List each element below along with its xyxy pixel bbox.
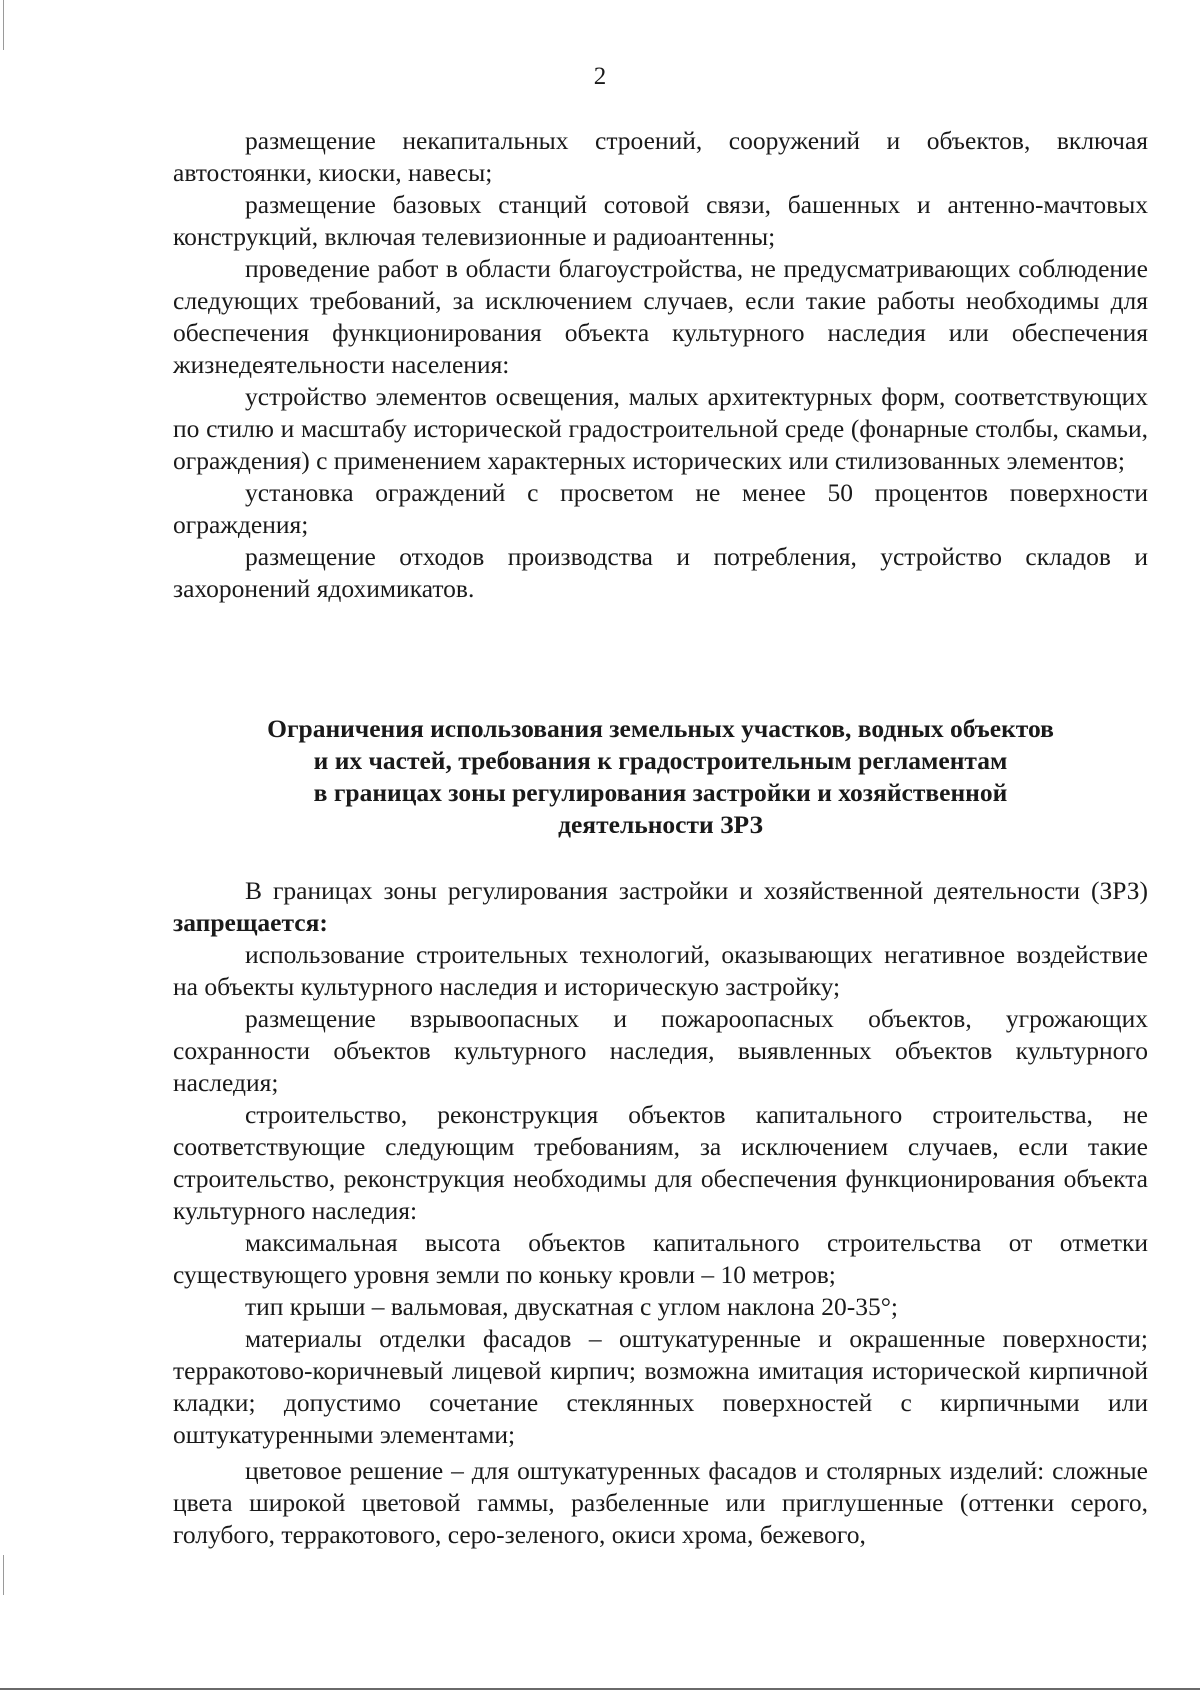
paragraph: использование строительных технологий, оказывающих негативное воздействие на объекты культурного наследия и историческую застройку;	[173, 940, 1148, 1001]
section-heading	[173, 713, 1148, 841]
section-heading-line: Ограничения использования земельных участков, водных объектов	[267, 714, 1054, 743]
top-text-block	[173, 125, 1148, 605]
bottom-rule	[0, 1688, 1200, 1690]
intro-paragraph	[173, 875, 1148, 939]
intro-text: В границах зоны регулирования застройки и хозяйственной деятельности (ЗРЗ)	[245, 876, 1148, 905]
section-heading-line: деятельности ЗРЗ	[558, 810, 763, 839]
paragraph: размещение некапитальных строений, сооружений и объектов, включая автостоянки, киоски, навесы;	[173, 126, 1148, 187]
section-heading-line: в границах зоны регулирования застройки и хозяйственной	[313, 778, 1008, 807]
scan-edge-mark-top	[3, 0, 4, 50]
paragraph: цветовое решение – для оштукатуренных фасадов и столярных изделий: сложные цвета широкой цветовой гаммы, разбеленные или приглушенные (оттенки серого, голубого, терракотового, серо-зеленого, окиси хрома, бежевого,	[173, 1456, 1148, 1549]
paragraph: максимальная высота объектов капитального строительства от отметки существующего уровня земли по коньку кровли – 10 метров;	[173, 1228, 1148, 1289]
paragraph: установка ограждений с просветом не менее 50 процентов поверхности ограждения;	[173, 478, 1148, 539]
paragraph: тип крыши – вальмовая, двускатная с углом наклона 20-35°;	[245, 1292, 898, 1321]
paragraph: размещение взрывоопасных и пожароопасных объектов, угрожающих сохранности объектов культурного наследия, выявленных объектов культурного наследия;	[173, 1004, 1148, 1097]
paragraph: размещение отходов производства и потребления, устройство складов и захоронений ядохимикатов.	[173, 542, 1148, 603]
paragraph: строительство, реконструкция объектов капитального строительства, не соответствующие следующим требованиям, за исключением случаев, если такие строительство, реконструкция необходимы для обеспечения функционирования объекта культурного наследия:	[173, 1100, 1148, 1225]
bottom-text-block	[173, 875, 1148, 1551]
paragraph: устройство элементов освещения, малых архитектурных форм, соответствующих по стилю и масштабу исторической градостроительной среде (фонарные столбы, скамьи, ограждения) с применением характерных исторических или стилизованных элементов;	[173, 382, 1148, 475]
section-heading-line: и их частей, требования к градостроительным регламентам	[313, 746, 1008, 775]
paragraph: размещение базовых станций сотовой связи, башенных и антенно-мачтовых конструкций, включая телевизионные и радиоантенны;	[173, 190, 1148, 251]
paragraph: проведение работ в области благоустройства, не предусматривающих соблюдение следующих требований, за исключением случаев, если такие работы необходимы для обеспечения функционирования объекта культурного наследия или обеспечения жизнедеятельности населения:	[173, 254, 1148, 379]
intro-emphasis: запрещается:	[173, 908, 328, 937]
scan-edge-mark-bottom	[3, 1555, 4, 1595]
page-number: 2	[593, 63, 607, 90]
paragraph: материалы отделки фасадов – оштукатуренные и окрашенные поверхности; терракотово-коричневый лицевой кирпич; возможна имитация исторической кирпичной кладки; допустимо сочетание стеклянных поверхностей с кирпичными или оштукатуренными элементами;	[173, 1324, 1148, 1449]
